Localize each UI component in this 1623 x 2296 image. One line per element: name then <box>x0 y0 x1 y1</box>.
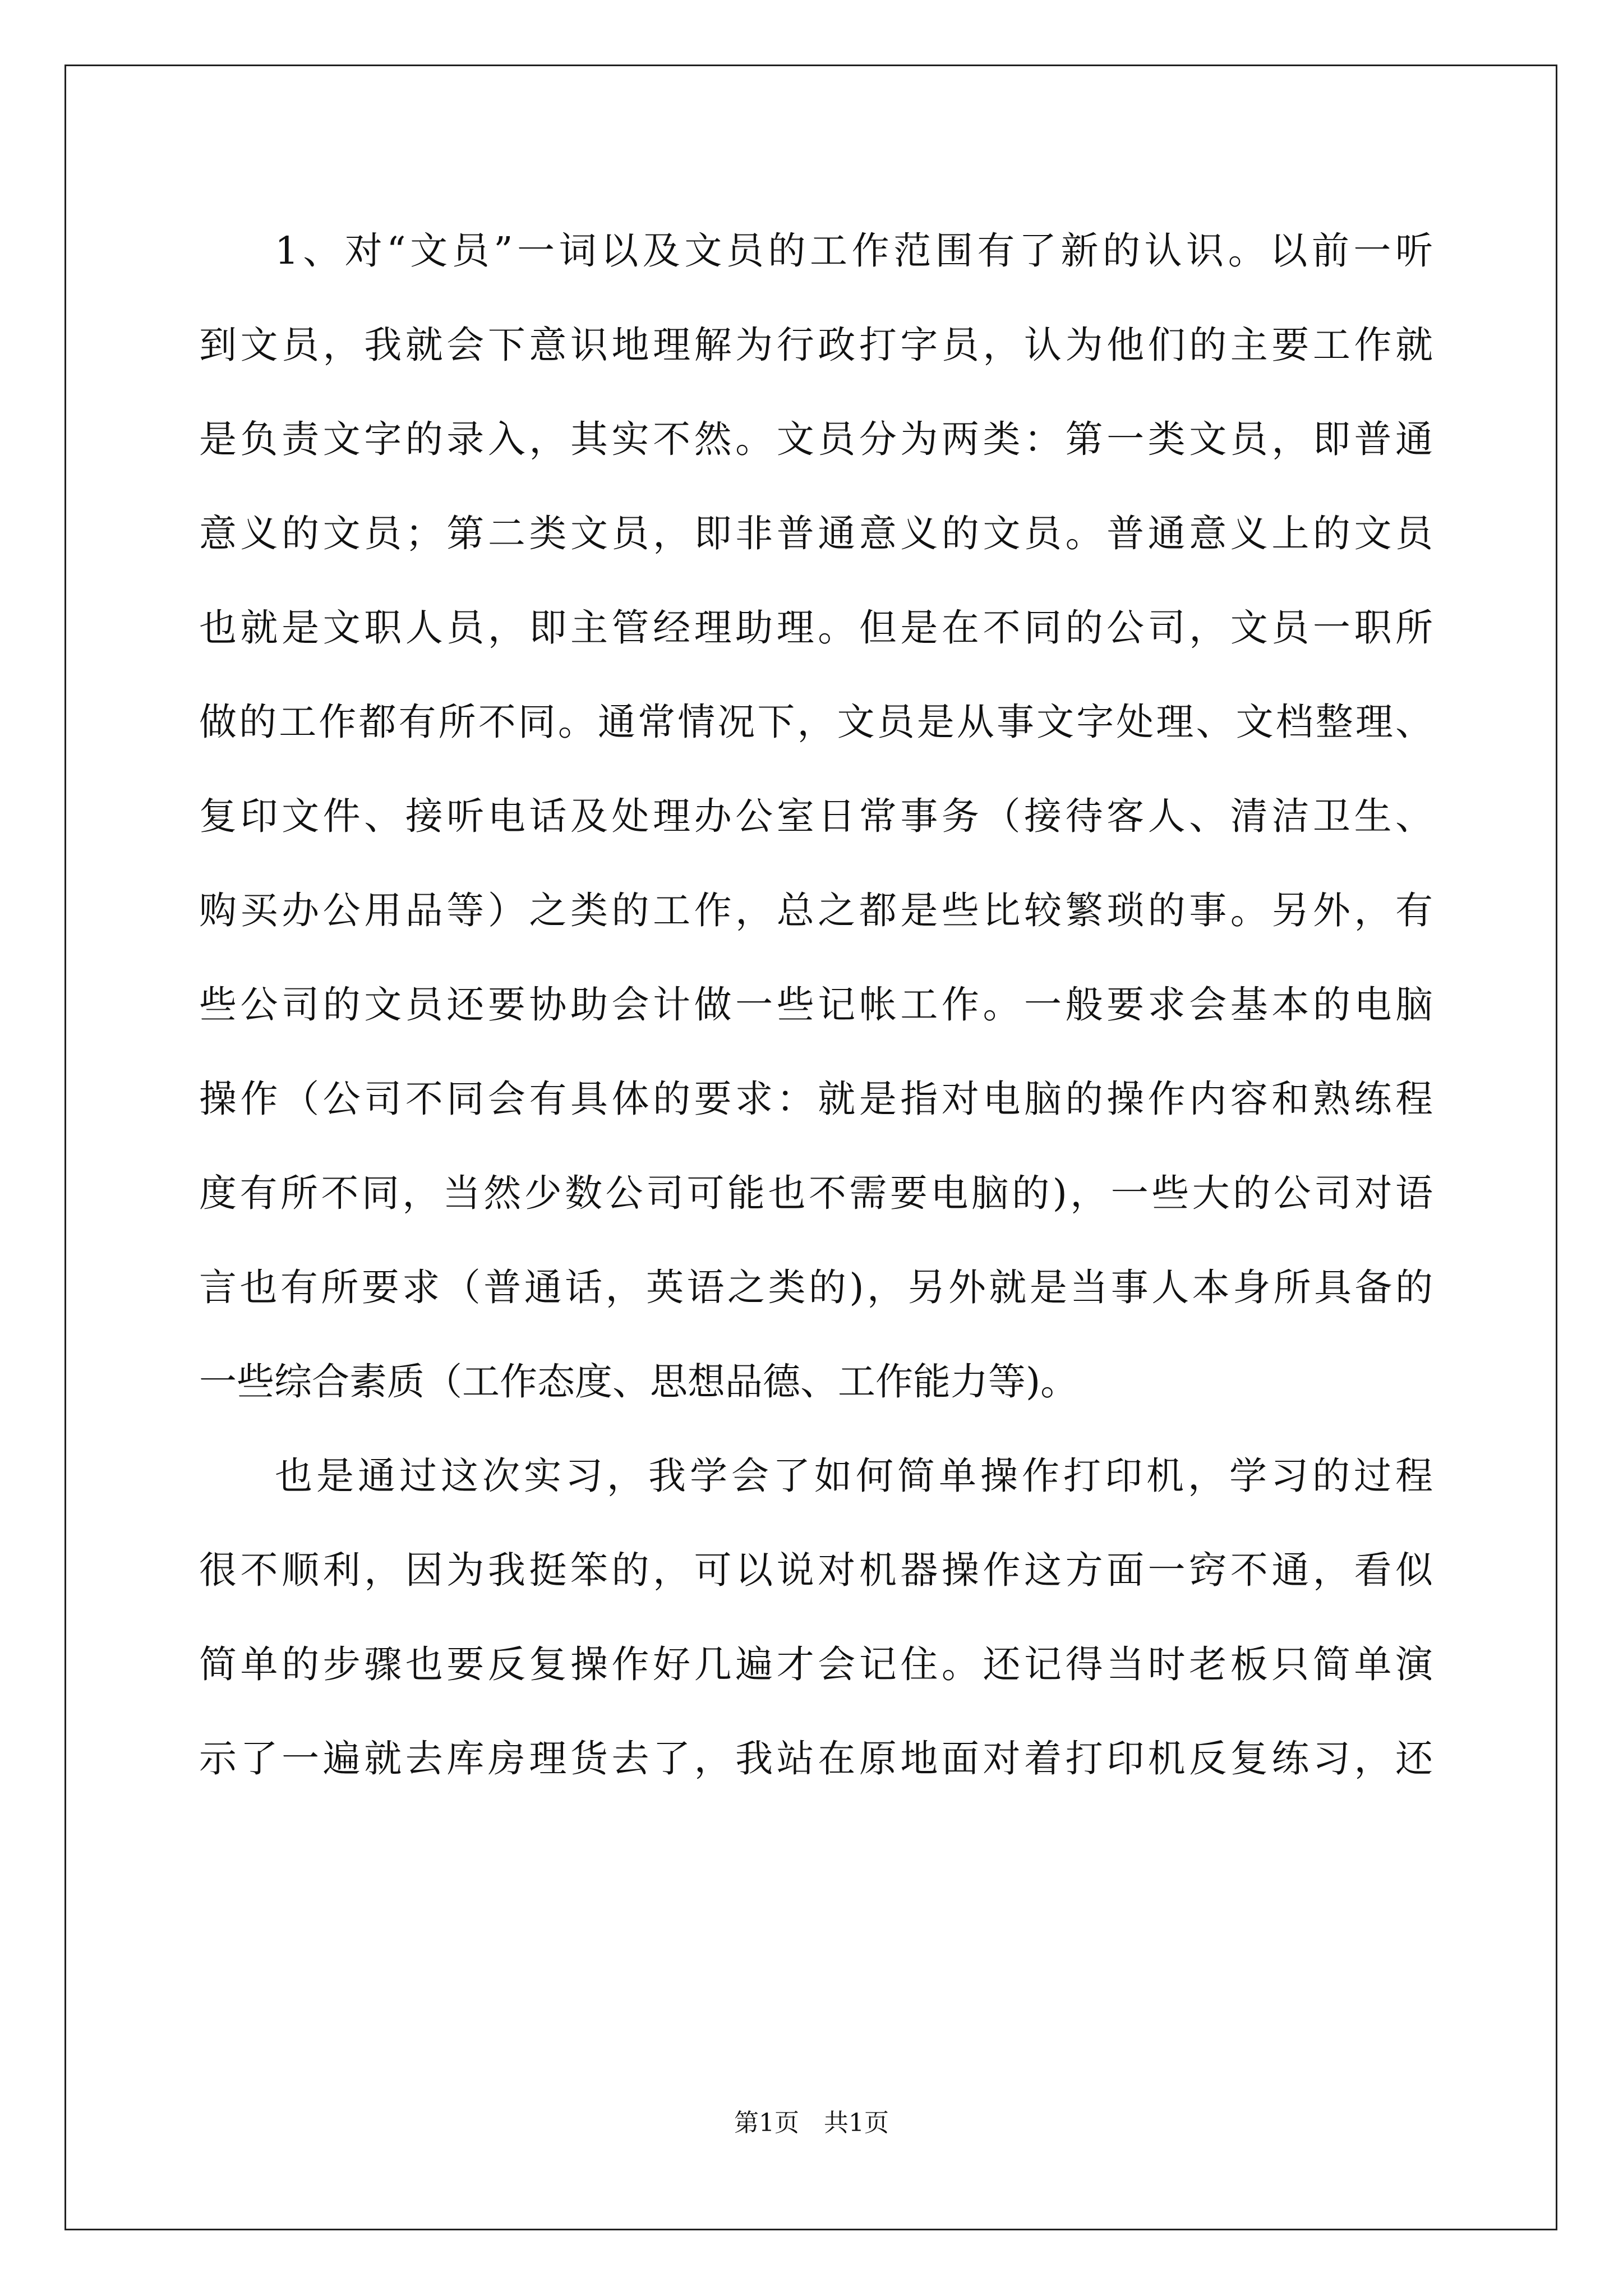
paragraph-2-line-4: 示了一遍就去库房理货去了，我站在原地面对着打印机反复练习，还 <box>199 1737 1433 1780</box>
paragraph-1-line-9: 些公司的文员还要协助会计做一些记帐工作。一般要求会基本的电脑 <box>199 983 1433 1027</box>
paragraph-2-line-3: 简单的步骤也要反复操作好几遍才会记住。还记得当时老板只简单演 <box>199 1642 1433 1686</box>
paragraph-2-line-2: 很不顺利，因为我挺笨的，可以说对机器操作这方面一窍不通，看似 <box>199 1548 1433 1592</box>
paragraph-1-line-8: 购买办公用品等）之类的工作，总之都是些比较繁琐的事。另外，有 <box>199 889 1433 932</box>
paragraph-2-line-1: 也是通过这次实习，我学会了如何简单操作打印机，学习的过程 <box>275 1454 1433 1498</box>
page-border <box>64 65 1557 2230</box>
paragraph-1-line-12: 言也有所要求（普通话，英语之类的)，另外就是当事人本身所具备的 <box>199 1266 1433 1309</box>
paragraph-1-line-10: 操作（公司不同会有具体的要求：就是指对电脑的操作内容和熟练程 <box>199 1077 1433 1121</box>
paragraph-1-line-3: 是负责文字的录入，其实不然。文员分为两类：第一类文员，即普通 <box>199 417 1433 461</box>
paragraph-1-line-2: 到文员，我就会下意识地理解为行政打字员，认为他们的主要工作就 <box>199 323 1433 367</box>
page-number-footer: 第1页 共1页 <box>734 2109 889 2137</box>
paragraph-1-line-13: 一些综合素质（工作态度、思想品德、工作能力等)。 <box>199 1360 1078 1404</box>
paragraph-1-line-6: 做的工作都有所不同。通常情况下，文员是从事文字处理、文档整理、 <box>199 700 1433 744</box>
paragraph-1-line-1: 1、对“文员”一词以及文员的工作范围有了新的认识。以前一听 <box>275 229 1433 273</box>
paragraph-1-line-11: 度有所不同，当然少数公司可能也不需要电脑的)，一些大的公司对语 <box>199 1171 1433 1215</box>
paragraph-1-line-7: 复印文件、接听电话及处理办公室日常事务（接待客人、清洁卫生、 <box>199 794 1433 838</box>
paragraph-1-line-4: 意义的文员；第二类文员，即非普通意义的文员。普通意义上的文员 <box>199 512 1433 555</box>
paragraph-1-line-5: 也就是文职人员，即主管经理助理。但是在不同的公司，文员一职所 <box>199 606 1433 650</box>
